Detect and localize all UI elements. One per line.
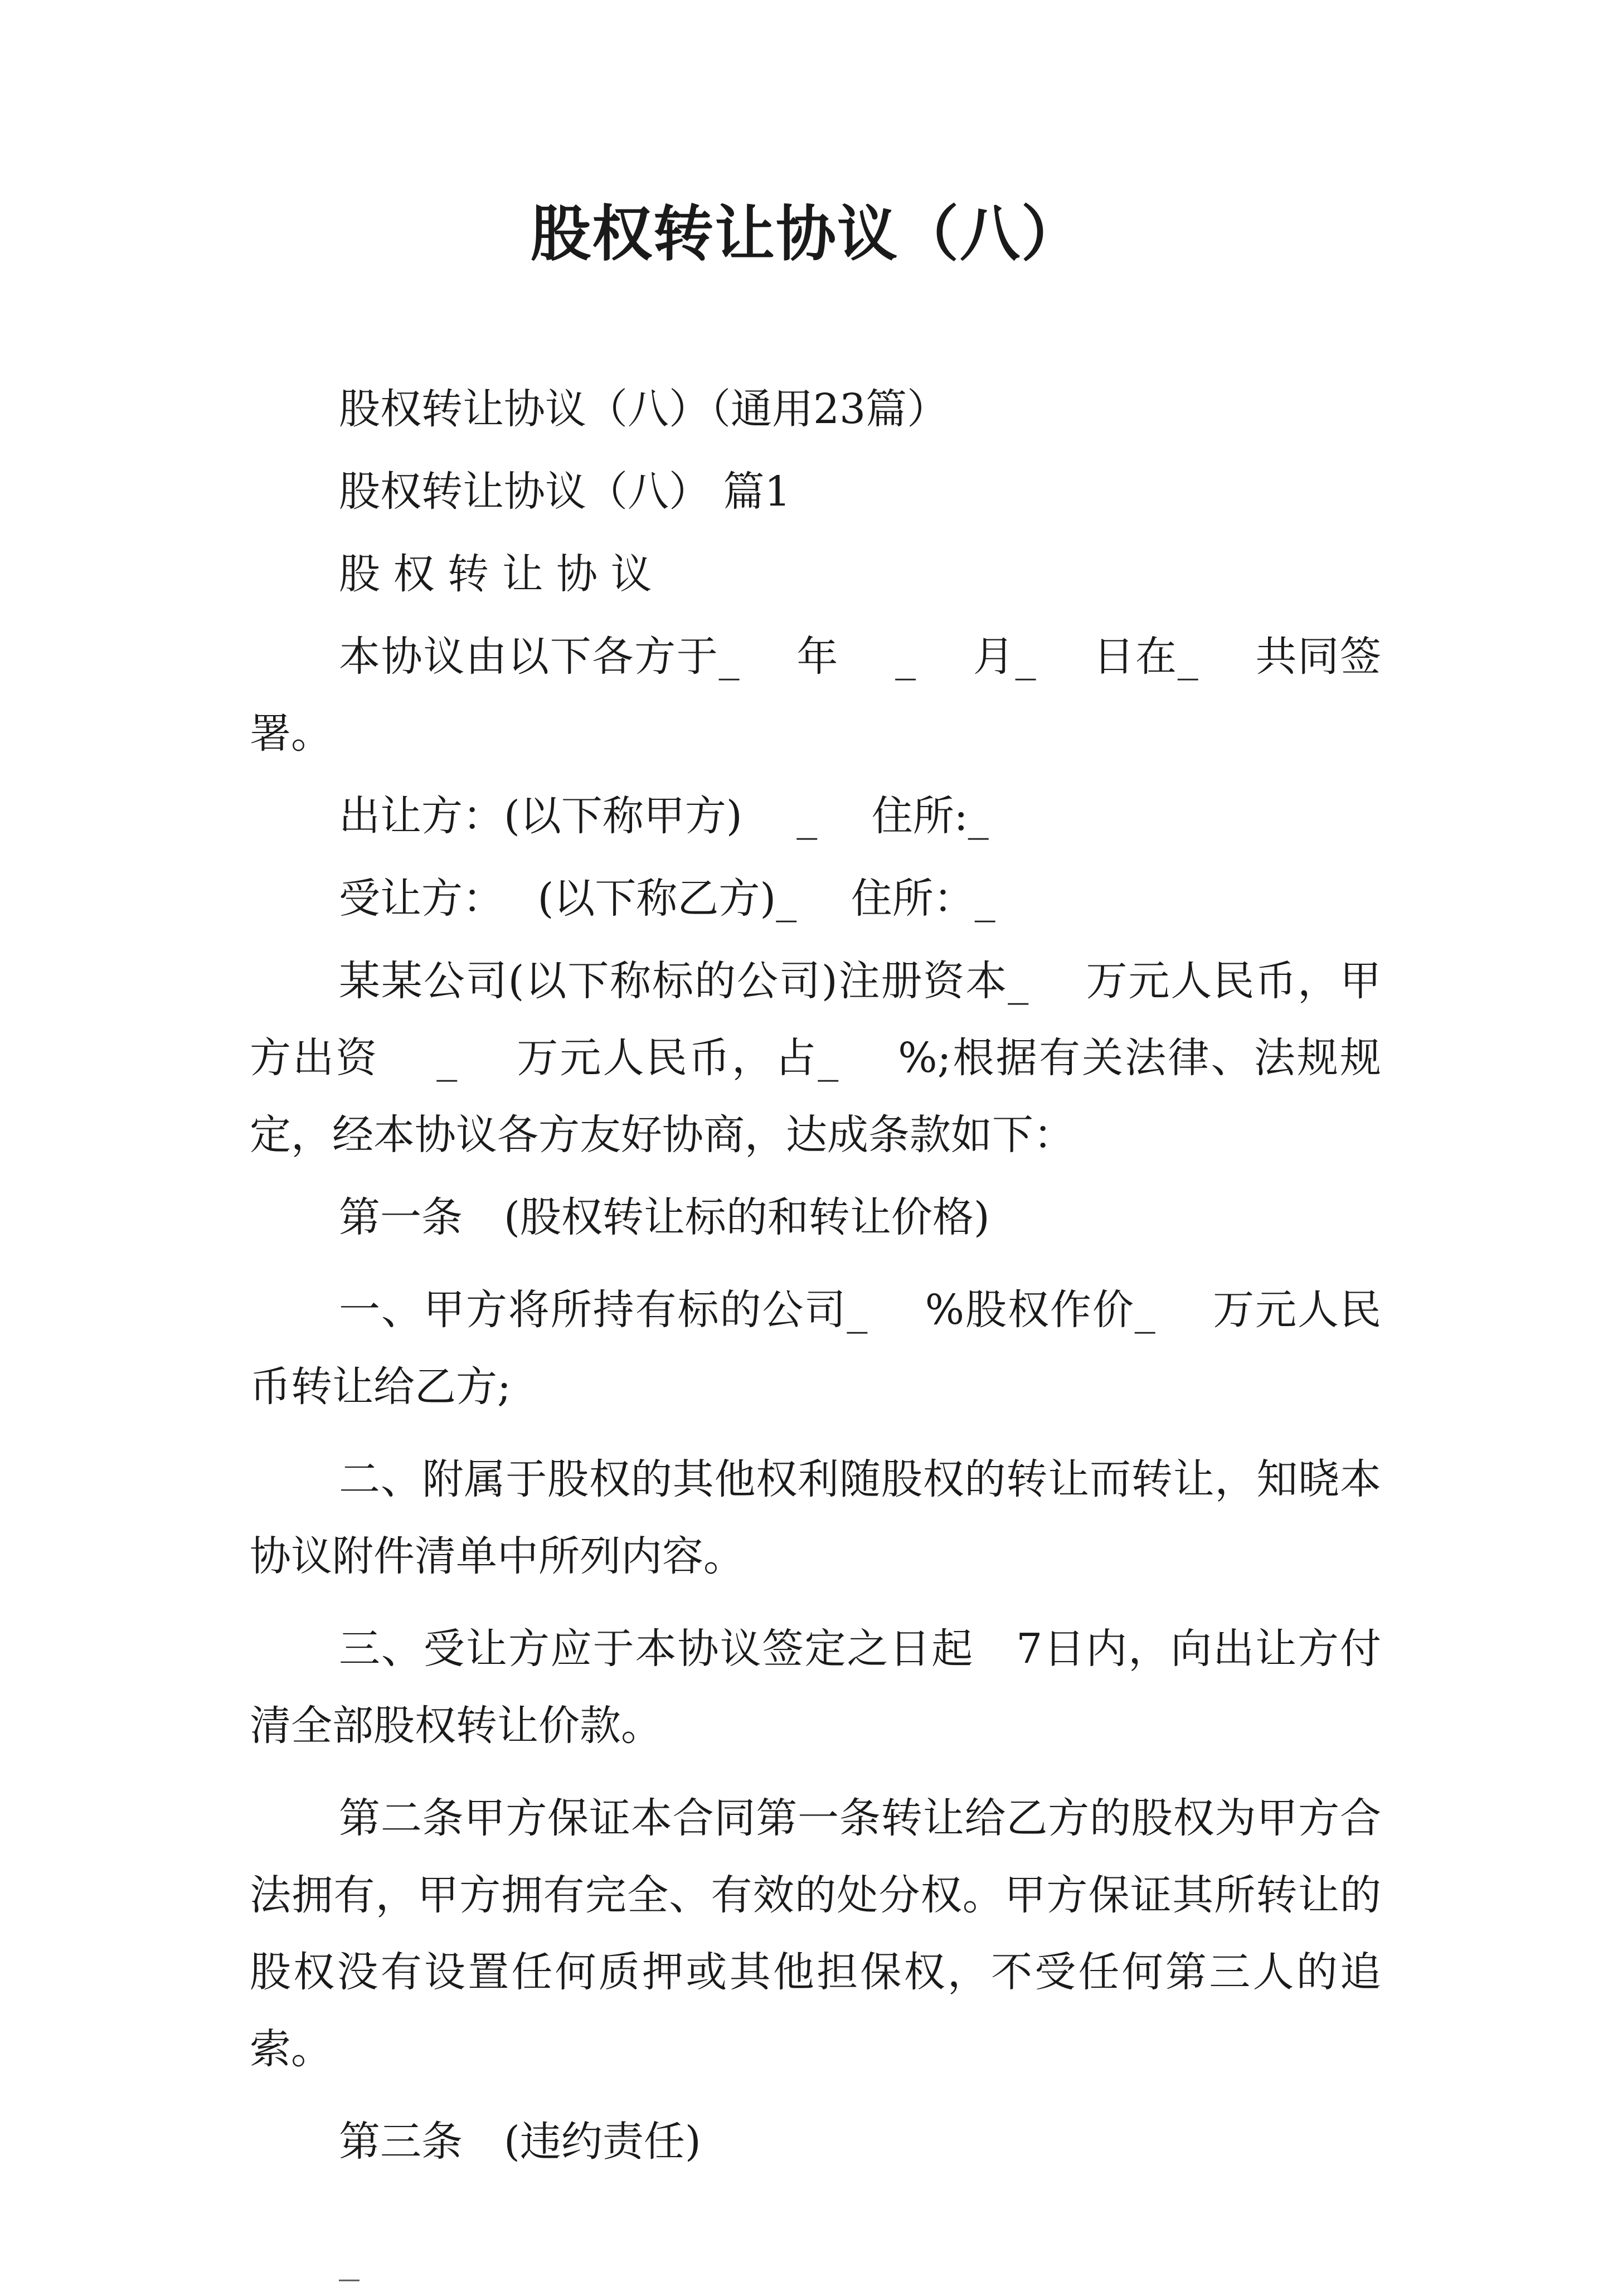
paragraph-company-capital: 某某公司(以下称标的公司)注册资本_ 万元人民币，甲方出资 _ 万元人民币，占_ %;根据有关法律、法规规定，经本协议各方友好协商，达成条款如下： [250,957,1381,1159]
paragraph-transferee: 受让方： (以下称乙方)_ 住所：_ [339,875,995,923]
paragraph-agreement-heading: 股 权 转 让 协 议 [339,550,652,598]
paragraph-signing-info: 本协议由以下各方于_ 年 _ 月_ 日在_ 共同签署。 [250,633,1381,758]
paragraph-transferor: 出让方：(以下称甲方) _ 住所:_ [339,792,989,840]
paragraph-section-heading: 股权转让协议（八） 篇1 [339,468,791,516]
paragraph-article-1-heading: 第一条 (股权转让标的和转让价格) [339,1193,990,1241]
paragraph-article-1-item-3: 三、受让方应于本协议签定之日起 7日内，向出让方付清全部股权转让价款。 [250,1625,1381,1750]
document-title: 股权转让协议（八） [530,199,1082,269]
paragraph-article-1-item-2: 二、附属于股权的其他权利随股权的转让而转让，知晓本协议附件清单中所列内容。 [250,1455,1381,1580]
paragraph-article-2: 第二条甲方保证本合同第一条转让给乙方的股权为甲方合法拥有，甲方拥有完全、有效的处分权。甲方保证其所转让的股权没有设置任何质押或其他担保权，不受任何第三人的追索。 [250,1794,1381,2073]
paragraph-subtitle: 股权转让协议（八）（通用23篇） [339,385,949,433]
paragraph-article-3-heading: 第三条 (违约责任) [339,2118,701,2166]
paragraph-blank-line: _ [339,2234,359,2282]
paragraph-article-1-item-1: 一、甲方将所持有标的公司_ %股权作价_ 万元人民币转让给乙方; [250,1286,1381,1411]
document-body [250,371,1381,2296]
